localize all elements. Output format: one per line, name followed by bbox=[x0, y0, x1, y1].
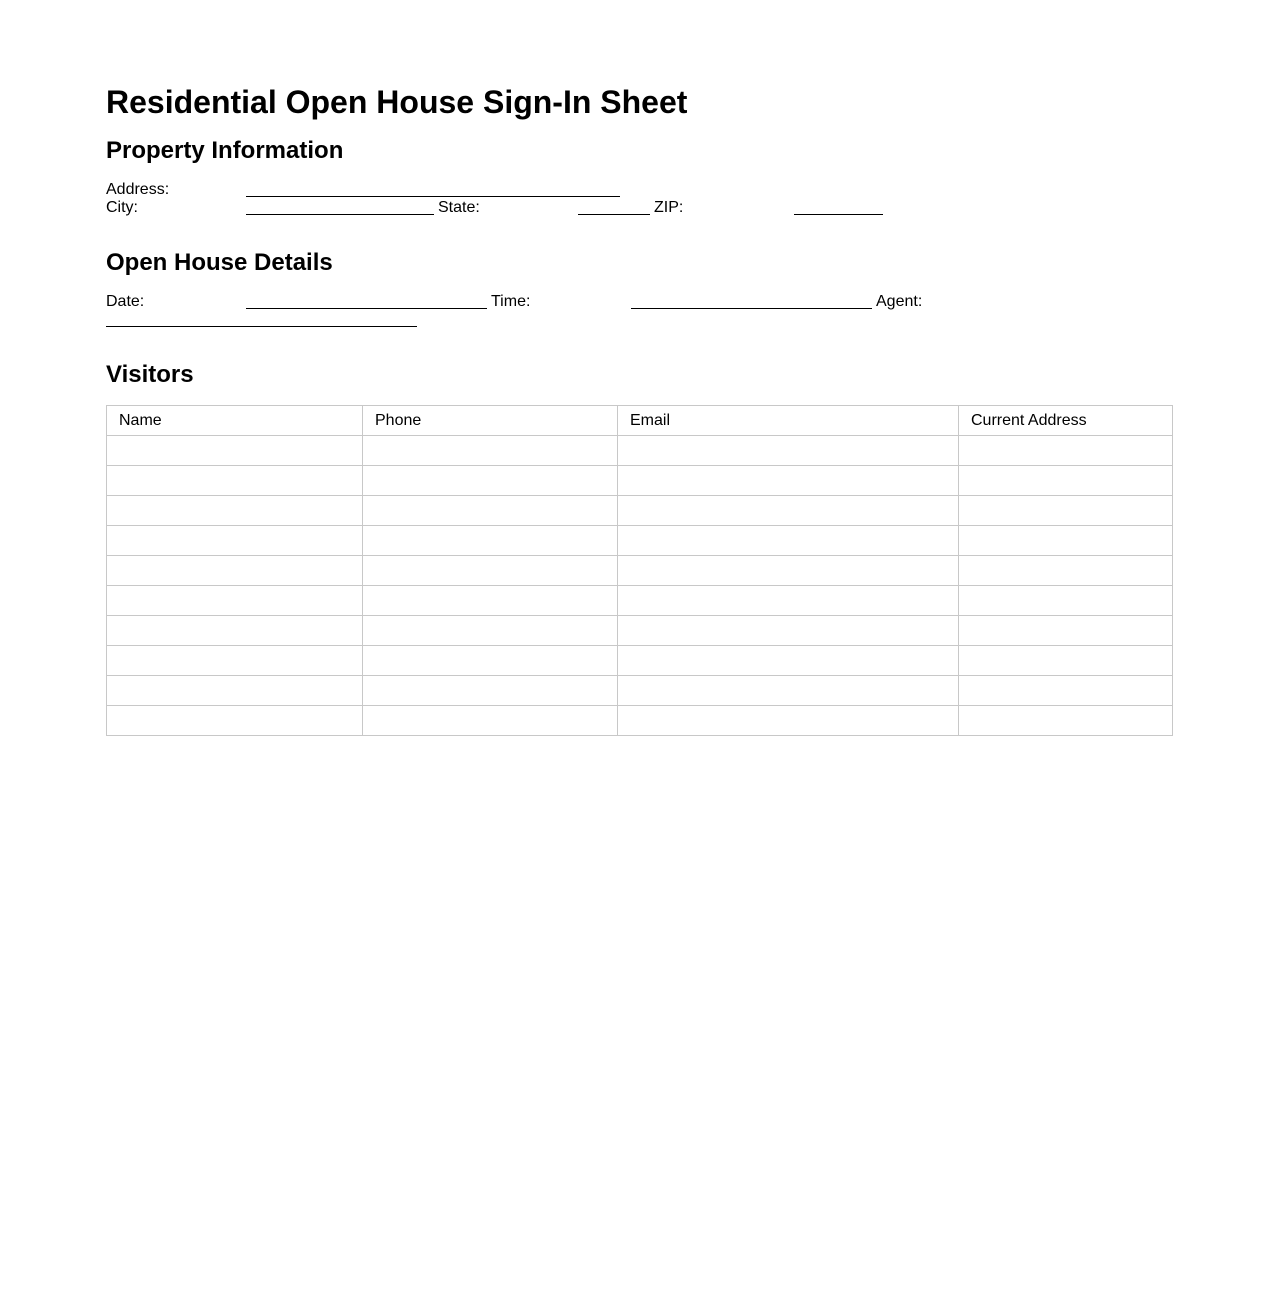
visitor-cell-phone[interactable] bbox=[363, 496, 618, 526]
visitor-cell-phone[interactable] bbox=[363, 616, 618, 646]
visitor-cell-email[interactable] bbox=[618, 616, 959, 646]
visitors-table bbox=[106, 405, 1173, 736]
agent-label: Agent: bbox=[876, 293, 923, 310]
visitor-cell-name[interactable] bbox=[107, 436, 363, 466]
table-row bbox=[107, 706, 1173, 736]
visitor-cell-current-address[interactable] bbox=[959, 676, 1173, 706]
visitor-cell-phone[interactable] bbox=[363, 526, 618, 556]
table-row bbox=[107, 646, 1173, 676]
state-label: State: bbox=[438, 199, 480, 216]
open-house-details-heading: Open House Details bbox=[106, 249, 333, 276]
visitor-cell-phone[interactable] bbox=[363, 676, 618, 706]
visitor-cell-name[interactable] bbox=[107, 676, 363, 706]
visitors-heading: Visitors bbox=[106, 361, 194, 388]
visitor-cell-current-address[interactable] bbox=[959, 616, 1173, 646]
visitor-cell-current-address[interactable] bbox=[959, 526, 1173, 556]
visitor-cell-name[interactable] bbox=[107, 706, 363, 736]
visitor-cell-name[interactable] bbox=[107, 646, 363, 676]
agent-field[interactable] bbox=[106, 326, 417, 327]
city-field[interactable] bbox=[246, 214, 434, 215]
visitor-cell-phone[interactable] bbox=[363, 436, 618, 466]
visitor-cell-phone[interactable] bbox=[363, 586, 618, 616]
table-row bbox=[107, 466, 1173, 496]
visitor-cell-phone[interactable] bbox=[363, 466, 618, 496]
visitor-cell-current-address[interactable] bbox=[959, 466, 1173, 496]
visitor-cell-current-address[interactable] bbox=[959, 646, 1173, 676]
column-header-name: Name bbox=[107, 406, 363, 436]
visitor-cell-name[interactable] bbox=[107, 616, 363, 646]
visitor-cell-email[interactable] bbox=[618, 466, 959, 496]
visitor-cell-current-address[interactable] bbox=[959, 706, 1173, 736]
visitor-cell-current-address[interactable] bbox=[959, 496, 1173, 526]
visitor-cell-current-address[interactable] bbox=[959, 436, 1173, 466]
time-label: Time: bbox=[491, 293, 531, 310]
visitor-cell-name[interactable] bbox=[107, 466, 363, 496]
property-information-heading: Property Information bbox=[106, 137, 344, 164]
visitor-cell-name[interactable] bbox=[107, 586, 363, 616]
visitor-cell-email[interactable] bbox=[618, 556, 959, 586]
visitor-cell-current-address[interactable] bbox=[959, 556, 1173, 586]
visitor-cell-name[interactable] bbox=[107, 526, 363, 556]
page-title: Residential Open House Sign-In Sheet bbox=[106, 84, 688, 120]
visitor-cell-phone[interactable] bbox=[363, 556, 618, 586]
table-header-row bbox=[107, 406, 1173, 436]
zip-label: ZIP: bbox=[654, 199, 684, 216]
date-field[interactable] bbox=[246, 308, 487, 309]
column-header-phone: Phone bbox=[363, 406, 618, 436]
table-row bbox=[107, 526, 1173, 556]
table-row bbox=[107, 496, 1173, 526]
visitor-cell-name[interactable] bbox=[107, 556, 363, 586]
table-row bbox=[107, 436, 1173, 466]
column-header-email: Email bbox=[618, 406, 959, 436]
state-field[interactable] bbox=[578, 214, 650, 215]
table-row bbox=[107, 676, 1173, 706]
visitor-cell-email[interactable] bbox=[618, 526, 959, 556]
visitor-rows bbox=[107, 436, 1173, 736]
visitor-cell-current-address[interactable] bbox=[959, 586, 1173, 616]
address-label: Address: bbox=[106, 181, 170, 198]
visitor-cell-email[interactable] bbox=[618, 586, 959, 616]
time-field[interactable] bbox=[631, 308, 872, 309]
table-row bbox=[107, 556, 1173, 586]
table-row bbox=[107, 616, 1173, 646]
visitor-cell-email[interactable] bbox=[618, 646, 959, 676]
visitor-cell-email[interactable] bbox=[618, 676, 959, 706]
visitor-cell-phone[interactable] bbox=[363, 706, 618, 736]
address-field[interactable] bbox=[246, 196, 620, 197]
visitor-cell-email[interactable] bbox=[618, 496, 959, 526]
table-row bbox=[107, 586, 1173, 616]
zip-field[interactable] bbox=[794, 214, 883, 215]
date-label: Date: bbox=[106, 293, 145, 310]
visitor-cell-name[interactable] bbox=[107, 496, 363, 526]
visitor-cell-email[interactable] bbox=[618, 706, 959, 736]
visitor-cell-email[interactable] bbox=[618, 436, 959, 466]
column-header-current-address: Current Address bbox=[959, 406, 1173, 436]
city-label: City: bbox=[106, 199, 138, 216]
visitor-cell-phone[interactable] bbox=[363, 646, 618, 676]
